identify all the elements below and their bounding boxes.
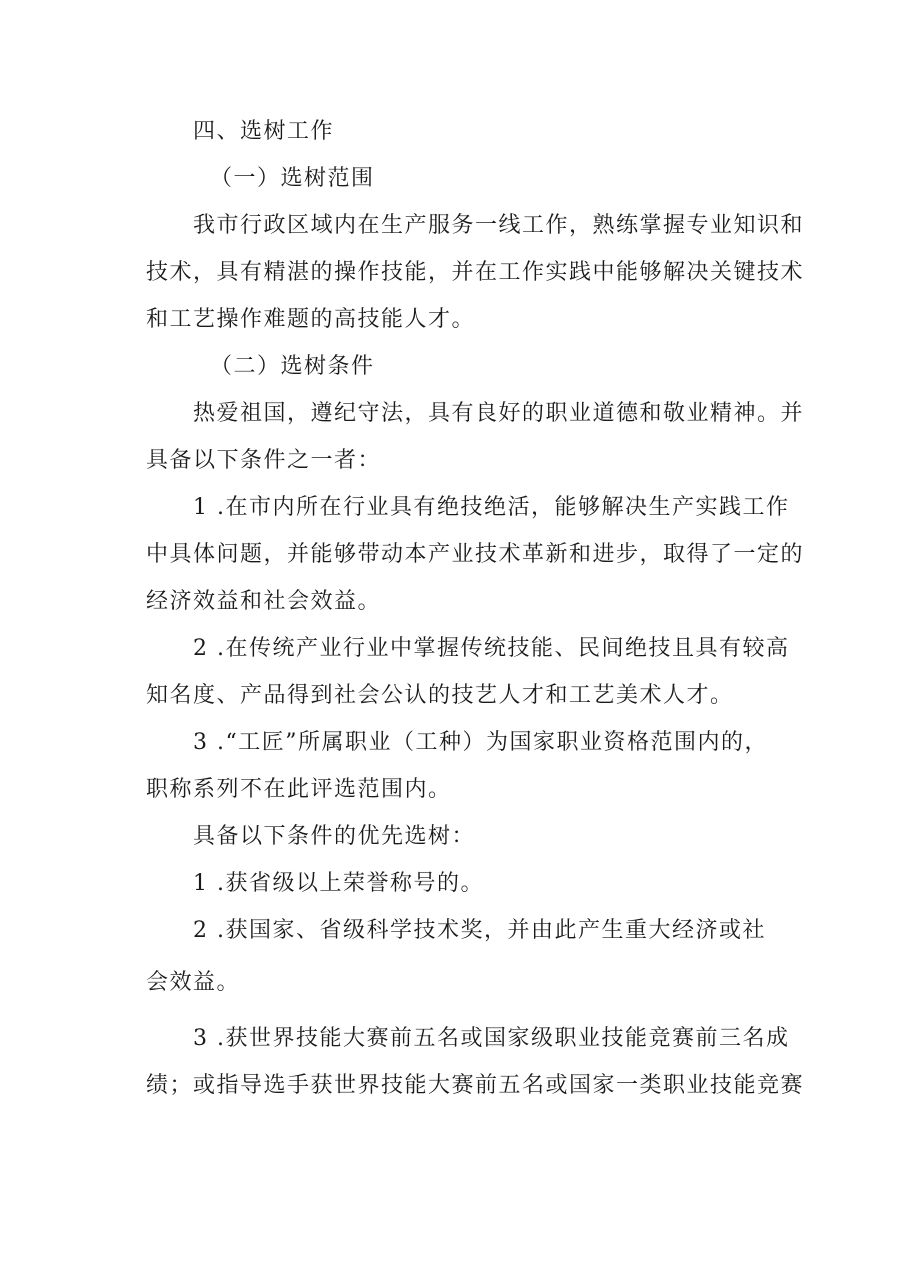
paragraph-line: 热爱祖国，遵纪守法，具有良好的职业道德和敬业精神。并 <box>193 401 805 426</box>
paragraph-line: 技术，具有精湛的操作技能，并在工作实践中能够解决关键技术 <box>146 260 805 285</box>
paragraph-line: 具备以下条件之一者： <box>146 448 382 473</box>
paragraph-line: 和工艺操作难题的高技能人才。 <box>146 307 476 332</box>
priority-intro: 具备以下条件的优先选树： <box>193 824 476 849</box>
priority-item-line: 3 .获世界技能大赛前五名或国家级职业技能竞赛前三名成 <box>193 1026 790 1051</box>
priority-item-line: 绩；或指导选手获世界技能大赛前五名或国家一类职业技能竞赛 <box>146 1073 805 1098</box>
paragraph-line: 我市行政区域内在生产服务一线工作，熟练掌握专业知识和 <box>193 213 805 238</box>
condition-item-line: 经济效益和社会效益。 <box>146 589 382 614</box>
condition-item-line: 2 .在传统产业行业中掌握传统技能、民间绝技且具有较高 <box>193 636 790 661</box>
condition-item-line: 3 .“工匠”所属职业（工种）为国家职业资格范围内的， <box>193 730 768 755</box>
section-heading: 四、选树工作 <box>193 119 335 144</box>
subsection-heading-conditions: （二）选树条件 <box>210 354 375 379</box>
condition-item-line: 中具体问题，并能够带动本产业技术革新和进步，取得了一定的 <box>146 542 805 567</box>
priority-item-line: 2 .获国家、省级科学技术奖，并由此产生重大经济或社 <box>193 918 766 943</box>
subsection-heading-scope: （一）选树范围 <box>210 166 375 191</box>
priority-item-line: 1 .获省级以上荣誉称号的。 <box>193 871 484 896</box>
condition-item-line: 职称系列不在此评选范围内。 <box>146 777 452 802</box>
priority-item-line: 会效益。 <box>146 970 241 995</box>
condition-item-line: 知名度、产品得到社会公认的技艺人才和工艺美术人才。 <box>146 683 734 708</box>
condition-item-line: 1 .在市内所在行业具有绝技绝活，能够解决生产实践工作 <box>193 495 790 520</box>
